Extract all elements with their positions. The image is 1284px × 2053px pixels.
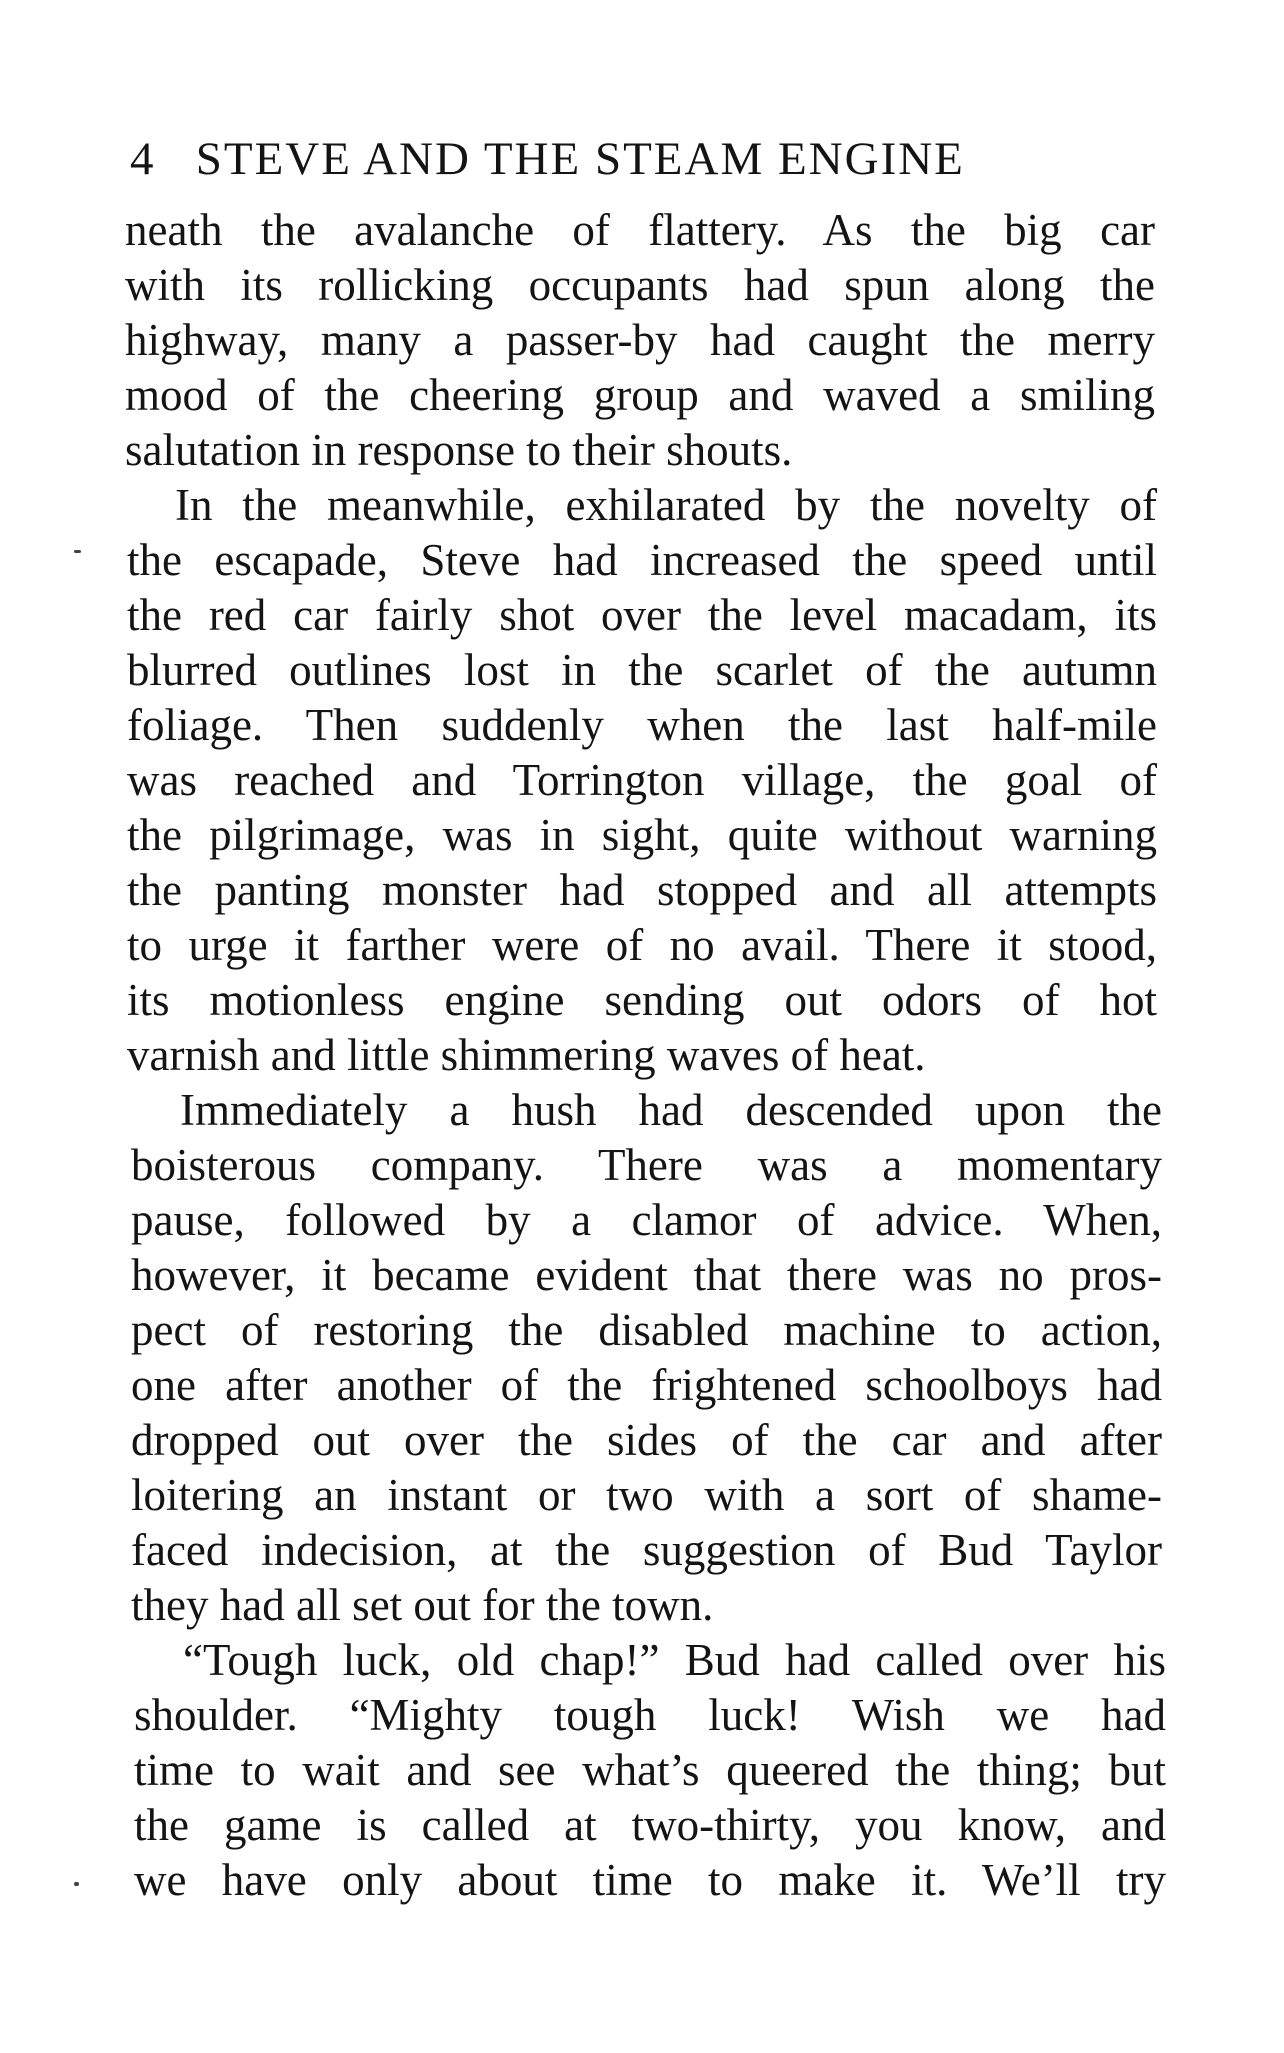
text-line: one after another of the frightened schoolboys had [131, 1360, 1162, 1410]
text-line: mood of the cheering group and waved a smiling [125, 370, 1155, 420]
text-line: with its rollicking occupants had spun along the [125, 260, 1155, 310]
text-line: highway, many a passer-by had caught the merry [125, 315, 1155, 365]
text-line: dropped out over the sides of the car and after [131, 1415, 1162, 1465]
text-line: neath the avalanche of flattery. As the big car [125, 205, 1155, 255]
text-line: shoulder. “Mighty tough luck! Wish we had [134, 1690, 1166, 1740]
text-line: foliage. Then suddenly when the last half-mile [127, 700, 1157, 750]
text-line: the pilgrimage, was in sight, quite without warning [127, 810, 1157, 860]
text-line: to urge it farther were of no avail. There it stood, [127, 920, 1157, 970]
text-line: the panting monster had stopped and all attempts [127, 865, 1157, 915]
text-line: they had all set out for the town. [131, 1580, 714, 1630]
text-line: salutation in response to their shouts. [125, 425, 793, 475]
text-line: boisterous company. There was a momentary [131, 1140, 1162, 1190]
text-line: blurred outlines lost in the scarlet of the autumn [127, 645, 1157, 695]
text-line: “Tough luck, old chap!” Bud had called over his [183, 1635, 1166, 1685]
text-line: time to wait and see what’s queered the thing; but [134, 1745, 1166, 1795]
text-line: pect of restoring the disabled machine to action, [131, 1305, 1162, 1355]
running-header [130, 132, 1130, 192]
scan-speck [74, 550, 81, 553]
text-line: Immediately a hush had descended upon the [180, 1085, 1162, 1135]
text-line: its motionless engine sending out odors of hot [127, 975, 1157, 1025]
running-title: STEVE AND THE STEAM ENGINE [195, 133, 965, 185]
text-line: faced indecision, at the suggestion of Bud Taylor [131, 1525, 1162, 1575]
text-line: loitering an instant or two with a sort of shame- [131, 1470, 1162, 1520]
text-line: In the meanwhile, exhilarated by the novelty of [175, 480, 1157, 530]
scan-speck [74, 1882, 79, 1886]
text-line: however, it became evident that there was no pros- [131, 1250, 1162, 1300]
text-line: we have only about time to make it. We’ll try [134, 1855, 1166, 1905]
text-line: was reached and Torrington village, the goal of [127, 755, 1157, 805]
text-line: pause, followed by a clamor of advice. When, [131, 1195, 1162, 1245]
text-line: the game is called at two-thirty, you know, and [134, 1800, 1166, 1850]
text-line: the red car fairly shot over the level macadam, its [127, 590, 1157, 640]
text-line: the escapade, Steve had increased the speed until [127, 535, 1157, 585]
text-line: varnish and little shimmering waves of heat. [127, 1030, 926, 1080]
page-number: 4 [130, 133, 156, 185]
